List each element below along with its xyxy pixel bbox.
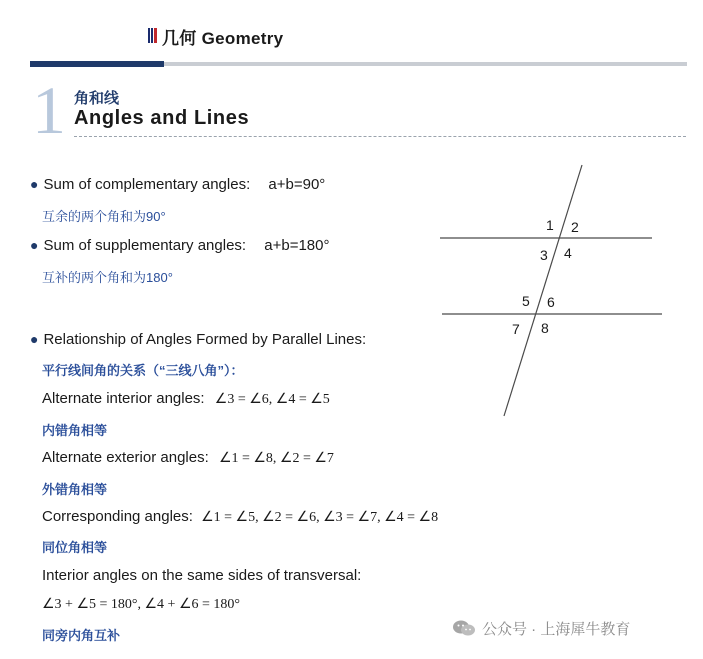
same-side-item <box>42 567 361 584</box>
alt-exterior-cn: 外错角相等 <box>42 482 108 497</box>
corresponding-cn: 同位角相等 <box>42 540 108 555</box>
transversal-line <box>504 165 582 416</box>
angle-label-3: 3 <box>540 247 548 263</box>
alt-interior-formula: ∠3 = ∠6, ∠4 = ∠5 <box>214 392 330 407</box>
section-number: 1 <box>32 72 66 148</box>
complementary-item <box>30 176 325 193</box>
parallel-item <box>30 331 366 348</box>
wechat-icon <box>452 619 476 641</box>
angle-label-7: 7 <box>512 321 520 337</box>
watermark-text: 公众号 · 上海犀牛教育 <box>482 621 631 638</box>
section-divider <box>74 136 686 137</box>
same-side-label: Interior angles on the same sides of transversal: <box>42 567 362 584</box>
alt-exterior-formula: ∠1 = ∠8, ∠2 = ∠7 <box>218 451 334 466</box>
supplementary-item <box>30 237 330 254</box>
parallel-lines-diagram <box>440 160 665 422</box>
angle-label-2: 2 <box>571 219 579 235</box>
parallel-cn: 平行线间角的关系（“三线八角”）： <box>42 363 244 378</box>
bullet-icon: ● <box>30 237 39 253</box>
supplementary-formula: a+b=180° <box>264 237 330 254</box>
complementary-formula: a+b=90° <box>268 176 326 193</box>
corresponding-label: Corresponding angles: <box>42 508 193 525</box>
header-rule-accent <box>30 61 164 67</box>
corresponding-formula: ∠1 = ∠5, ∠2 = ∠6, ∠3 = ∠7, ∠4 = ∠8 <box>201 510 439 525</box>
angle-label-8: 8 <box>541 320 549 336</box>
bullet-icon: ● <box>30 331 39 347</box>
angle-label-4: 4 <box>564 245 572 261</box>
same-side-cn: 同旁内角互补 <box>42 628 121 643</box>
alt-exterior-item <box>42 449 334 467</box>
complementary-label: Sum of complementary angles: <box>43 176 251 193</box>
alt-exterior-label: Alternate exterior angles: <box>42 449 209 466</box>
watermark <box>452 618 630 641</box>
corresponding-item <box>42 508 438 526</box>
header-title: 几何 Geometry <box>162 29 284 48</box>
section-title-en: Angles and Lines <box>74 107 250 129</box>
header-logo-mark <box>148 28 157 43</box>
supplementary-cn: 互补的两个角和为180° <box>42 270 173 285</box>
alt-interior-item <box>42 390 330 408</box>
alt-interior-cn: 内错角相等 <box>42 423 108 438</box>
parallel-label: Relationship of Angles Formed by Parallel Lines: <box>43 331 367 348</box>
bullet-icon: ● <box>30 176 39 192</box>
alt-interior-label: Alternate interior angles: <box>42 390 205 407</box>
supplementary-label: Sum of supplementary angles: <box>43 237 247 254</box>
header-rule <box>164 62 687 66</box>
complementary-cn: 互余的两个角和为90° <box>42 209 166 224</box>
angle-label-5: 5 <box>522 293 530 309</box>
angle-label-6: 6 <box>547 294 555 310</box>
section-title-cn: 角和线 <box>74 90 120 107</box>
same-side-formula: ∠3 + ∠5 = 180°, ∠4 + ∠6 = 180° <box>42 597 240 612</box>
angle-label-1: 1 <box>546 217 554 233</box>
